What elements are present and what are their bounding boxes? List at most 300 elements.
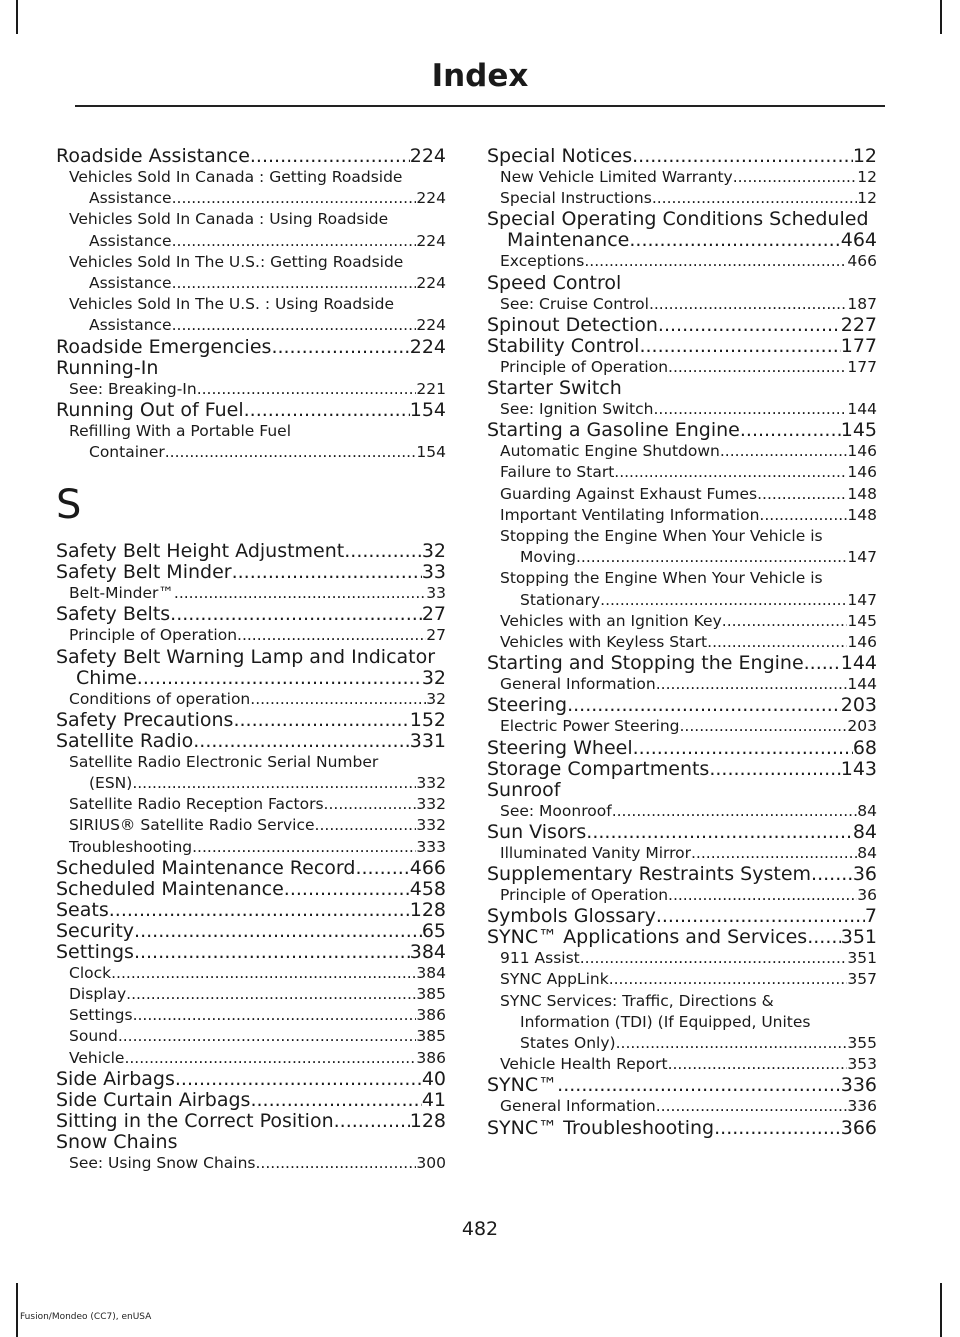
- index-entry: [56, 647, 446, 689]
- entry-label: Roadside Assistance: [56, 145, 250, 167]
- page-reference: 152: [409, 708, 446, 731]
- dot-leader: [633, 738, 853, 759]
- entry-label-continued: Stationary: [520, 590, 601, 609]
- entry-label-continued: Assistance: [89, 316, 172, 335]
- index-entry: [56, 1132, 446, 1153]
- entry-label: Satellite Radio Electronic Serial Number: [69, 752, 379, 771]
- index-entry: [56, 858, 446, 879]
- entry-label: Running-In: [56, 356, 159, 379]
- page-reference: 385: [416, 1027, 446, 1046]
- index-entry: [487, 378, 877, 399]
- index-subentry: [56, 1026, 446, 1047]
- page-reference: 224: [409, 335, 446, 358]
- dot-leader: [612, 801, 858, 822]
- page-reference: 128: [409, 898, 446, 921]
- entry-label: Snow Chains: [56, 1130, 178, 1153]
- dot-leader: [124, 1048, 416, 1069]
- dot-leader: [355, 858, 409, 879]
- entry-label: Roadside Emergencies: [56, 335, 272, 358]
- entry-label: Principle of Operation: [500, 886, 669, 905]
- entry-label: Speed Control: [487, 271, 622, 294]
- entry-label-continued: Assistance: [89, 274, 172, 293]
- entry-label: Special Instructions: [500, 189, 652, 208]
- index-subentry: [487, 843, 877, 864]
- index-entry: [487, 927, 877, 948]
- index-entry: [487, 146, 877, 167]
- page-reference: 146: [847, 442, 877, 461]
- index-subentry: [487, 251, 877, 272]
- dot-leader: [134, 942, 410, 963]
- entry-label: SIRIUS® Satellite Radio Service: [69, 816, 315, 835]
- entry-label: Clock: [69, 963, 112, 982]
- entry-label: Conditions of operation: [69, 689, 251, 708]
- dot-leader: [175, 1069, 422, 1090]
- page-reference: 384: [409, 940, 446, 963]
- dot-leader: [576, 547, 847, 568]
- entry-label: Vehicles with an Ignition Key: [500, 611, 722, 630]
- dot-leader: [720, 441, 848, 462]
- page-reference: 12: [852, 145, 877, 167]
- index-subentry: [487, 674, 877, 695]
- dot-leader: [250, 146, 410, 167]
- page-reference: 144: [847, 400, 877, 419]
- page-reference: 147: [847, 548, 877, 567]
- index-entry: [487, 273, 877, 294]
- entry-label: Supplementary Restraints System: [487, 863, 812, 886]
- dot-leader: [109, 900, 410, 921]
- index-entry: [56, 1090, 446, 1111]
- dot-leader: [255, 1153, 416, 1174]
- entry-label: Special Operating Conditions Scheduled: [487, 208, 869, 231]
- index-subentry: [487, 441, 877, 462]
- page-reference: 357: [847, 970, 877, 989]
- index-entry: [56, 541, 446, 562]
- dot-leader: [193, 731, 409, 752]
- entry-label: Side Airbags: [56, 1067, 175, 1090]
- index-entry: [56, 710, 446, 731]
- page-reference: 36: [852, 863, 877, 886]
- dot-leader: [170, 604, 422, 625]
- entry-label: SYNC™ Troubleshooting: [487, 1116, 715, 1139]
- page-reference: 336: [840, 1074, 877, 1097]
- page-reference: 147: [847, 590, 877, 609]
- page-reference: 32: [421, 666, 446, 689]
- entry-label: Sun Visors: [487, 820, 587, 843]
- index-subentry: [487, 505, 877, 526]
- entry-label: Side Curtain Airbags: [56, 1088, 251, 1111]
- dot-leader: [172, 273, 417, 294]
- dot-leader: [334, 1111, 410, 1132]
- dot-leader: [118, 1026, 417, 1047]
- index-subentry: [56, 294, 446, 336]
- page-reference: 203: [840, 694, 877, 717]
- entry-label: Sound: [69, 1027, 118, 1046]
- dot-leader: [709, 759, 840, 780]
- dot-leader: [172, 188, 417, 209]
- index-subentry: [487, 969, 877, 990]
- entry-label: Stopping the Engine When Your Vehicle is: [500, 527, 823, 546]
- index-entry: [487, 1075, 877, 1096]
- page-reference: 145: [847, 611, 877, 630]
- entry-label: Guarding Against Exhaust Fumes: [500, 484, 758, 503]
- page-reference: 27: [421, 603, 446, 626]
- page-reference: 385: [416, 985, 446, 1004]
- entry-label: General Information: [500, 675, 656, 694]
- dot-leader: [656, 906, 865, 927]
- entry-label: See: Ignition Switch: [500, 400, 654, 419]
- index-subentry: [487, 885, 877, 906]
- page-reference: 464: [840, 229, 877, 252]
- crop-mark: [940, 1283, 942, 1337]
- index-subentry: [56, 583, 446, 604]
- page-reference: 300: [416, 1153, 446, 1172]
- index-entry: [56, 731, 446, 752]
- page-number: 482: [461, 1218, 499, 1240]
- index-entry: [56, 562, 446, 583]
- dot-leader: [614, 462, 847, 483]
- dot-leader: [691, 843, 857, 864]
- entry-label: Settings: [56, 940, 134, 963]
- entry-label: Settings: [69, 1006, 133, 1025]
- entry-label: SYNC™: [487, 1074, 558, 1097]
- index-entry: [56, 879, 446, 900]
- dot-leader: [632, 146, 853, 167]
- page-reference: 224: [416, 189, 446, 208]
- entry-label: Spinout Detection: [487, 313, 658, 336]
- index-entry: [487, 209, 877, 251]
- dot-leader: [315, 815, 417, 836]
- dot-leader: [668, 357, 847, 378]
- entry-label-continued: Assistance: [89, 231, 172, 250]
- entry-label: Special Notices: [487, 145, 633, 167]
- crop-mark: [940, 0, 942, 34]
- index-entry: [56, 900, 446, 921]
- dot-leader: [714, 1118, 841, 1139]
- dot-leader: [174, 583, 426, 604]
- entry-label: Troubleshooting: [69, 837, 193, 856]
- dot-leader: [629, 230, 840, 251]
- index-subentry: [56, 421, 446, 463]
- index-subentry: [487, 526, 877, 568]
- page-reference: 84: [857, 843, 877, 862]
- page-reference: 332: [416, 774, 446, 793]
- page-reference: 7: [864, 905, 877, 928]
- index-subentry: [487, 399, 877, 420]
- index-entry: [487, 822, 877, 843]
- dot-leader: [137, 668, 422, 689]
- index-entry: [56, 604, 446, 625]
- dot-leader: [586, 822, 853, 843]
- page-reference: 154: [409, 398, 446, 421]
- dot-leader: [609, 969, 848, 990]
- index-entry: [487, 1118, 877, 1139]
- page-reference: 466: [409, 856, 446, 879]
- page-reference: 353: [847, 1055, 877, 1074]
- dot-leader: [658, 315, 841, 336]
- page-reference: 33: [421, 561, 446, 584]
- page-title: Index: [431, 58, 529, 94]
- page-reference: 32: [421, 540, 446, 563]
- dot-leader: [811, 864, 853, 885]
- page-reference: 32: [426, 689, 446, 708]
- page-reference: 65: [421, 919, 446, 942]
- dot-leader: [616, 1033, 848, 1054]
- page-reference: 351: [847, 949, 877, 968]
- entry-label: Vehicles with Keyless Start: [500, 633, 708, 652]
- page-reference: 145: [840, 419, 877, 442]
- entry-label: Important Ventilating Information: [500, 505, 760, 524]
- entry-label: SYNC™ Applications and Services: [487, 926, 808, 949]
- page-reference: 386: [416, 1006, 446, 1025]
- index-entry: [56, 942, 446, 963]
- index-entry: [487, 315, 877, 336]
- index-entry: [56, 921, 446, 942]
- index-entry: [487, 738, 877, 759]
- dot-leader: [271, 337, 409, 358]
- entry-label-continued: (ESN): [89, 774, 133, 793]
- index-subentry: [56, 625, 446, 646]
- dot-leader: [656, 1096, 848, 1117]
- entry-label: Illuminated Vanity Mirror: [500, 843, 691, 862]
- dot-leader: [649, 294, 847, 315]
- page-reference: 177: [840, 334, 877, 357]
- entry-label-continued: Maintenance: [507, 229, 630, 252]
- page-reference: 187: [847, 294, 877, 313]
- page-reference: 384: [416, 963, 446, 982]
- dot-leader: [759, 505, 847, 526]
- dot-leader: [165, 442, 417, 463]
- page-reference: 36: [857, 886, 877, 905]
- entry-label: New Vehicle Limited Warranty: [500, 168, 733, 186]
- entry-label: Safety Belt Warning Lamp and Indicator: [56, 645, 436, 668]
- entry-label: Scheduled Maintenance Record: [56, 856, 356, 879]
- entry-label: Satellite Radio Reception Factors: [69, 795, 324, 814]
- index-entry: [487, 695, 877, 716]
- dot-leader: [804, 653, 841, 674]
- entry-label: Electric Power Steering: [500, 717, 680, 736]
- index-subentry: [487, 484, 877, 505]
- page-reference: 458: [409, 877, 446, 900]
- dot-leader: [237, 625, 426, 646]
- dot-leader: [707, 632, 847, 653]
- index-subentry: [56, 1005, 446, 1026]
- entry-label: Symbols Glossary: [487, 905, 656, 928]
- index-column-left: [56, 146, 446, 1174]
- index-subentry: [487, 611, 877, 632]
- entry-label: Automatic Engine Shutdown: [500, 442, 720, 461]
- index-subentry: [56, 984, 446, 1005]
- entry-label: Sunroof: [487, 778, 561, 801]
- dot-leader: [757, 484, 847, 505]
- dot-leader: [733, 167, 858, 188]
- entry-label: SYNC Services: Traffic, Directions &: [500, 991, 774, 1010]
- page-reference: 224: [416, 231, 446, 250]
- page-reference: 27: [426, 626, 446, 645]
- entry-label: Seats: [56, 898, 109, 921]
- dot-leader: [722, 611, 848, 632]
- page-reference: 224: [416, 274, 446, 293]
- index-subentry: [56, 1153, 446, 1174]
- dot-leader: [653, 399, 847, 420]
- index-subentry: [56, 837, 446, 858]
- page-reference: 203: [847, 717, 877, 736]
- page-reference: 144: [840, 652, 877, 675]
- dot-leader: [600, 590, 847, 611]
- entry-label: 911 Assist: [500, 949, 580, 968]
- dot-leader: [133, 1005, 417, 1026]
- index-entry: [56, 400, 446, 421]
- page-reference: 336: [847, 1097, 877, 1116]
- index-subentry: [487, 188, 877, 209]
- index-subentry: [56, 252, 446, 294]
- page-reference: 148: [847, 505, 877, 524]
- dot-leader: [557, 1075, 841, 1096]
- entry-label: Safety Belt Height Adjustment: [56, 540, 345, 563]
- crop-mark: [16, 0, 18, 34]
- index-subentry: [56, 209, 446, 251]
- entry-label-continued: Assistance: [89, 189, 172, 208]
- entry-label: See: Moonroof: [500, 801, 612, 820]
- page-reference: 333: [416, 837, 446, 856]
- entry-label: Satellite Radio: [56, 729, 194, 752]
- index-entry: [56, 146, 446, 167]
- index-subentry: [487, 716, 877, 737]
- entry-label: Display: [69, 985, 127, 1004]
- page-reference: 84: [857, 801, 877, 820]
- header-rule: [75, 105, 885, 107]
- dot-leader: [679, 716, 847, 737]
- dot-leader: [132, 773, 416, 794]
- dot-leader: [126, 984, 416, 1005]
- entry-label-continued: Container: [89, 443, 165, 462]
- entry-label: See: Cruise Control: [500, 294, 649, 313]
- page-reference: 143: [840, 757, 877, 780]
- page-reference: 68: [852, 736, 877, 759]
- index-subentry: [487, 801, 877, 822]
- entry-label: Starting a Gasoline Engine: [487, 419, 740, 442]
- entry-label: Vehicle: [69, 1048, 125, 1067]
- entry-label: Security: [56, 919, 135, 942]
- entry-label: Starter Switch: [487, 377, 622, 400]
- index-entry: [487, 906, 877, 927]
- entry-label-continued: States Only): [520, 1034, 616, 1053]
- page-reference: 351: [840, 926, 877, 949]
- index-subentry: [56, 167, 446, 209]
- index-subentry: [487, 1054, 877, 1075]
- index-subentry: [487, 167, 877, 188]
- entry-label: Steering: [487, 694, 568, 717]
- index-subentry: [56, 379, 446, 400]
- entry-label: Vehicles Sold In Canada : Getting Roadside: [69, 168, 403, 186]
- dot-leader: [740, 420, 841, 441]
- entry-label: Steering Wheel: [487, 736, 633, 759]
- dot-leader: [567, 695, 841, 716]
- crop-mark: [16, 1283, 18, 1337]
- page-reference: 146: [847, 633, 877, 652]
- dot-leader: [250, 689, 426, 710]
- dot-leader: [232, 562, 422, 583]
- page-reference: 84: [852, 820, 877, 843]
- dot-leader: [344, 541, 422, 562]
- section-letter: S: [56, 482, 82, 529]
- entry-label: SYNC AppLink: [500, 970, 609, 989]
- dot-leader: [580, 948, 848, 969]
- entry-label: Belt-Minder™: [69, 584, 174, 603]
- index-subentry: [487, 462, 877, 483]
- entry-label: Safety Belts: [56, 603, 171, 626]
- dot-leader: [284, 879, 410, 900]
- index-entry: [487, 336, 877, 357]
- entry-label: Exceptions: [500, 252, 585, 271]
- page-reference: 146: [847, 463, 877, 482]
- page-reference: 355: [847, 1034, 877, 1053]
- index-entry: [487, 759, 877, 780]
- index-subentry: [487, 294, 877, 315]
- entry-label: Stopping the Engine When Your Vehicle is: [500, 569, 823, 588]
- page-reference: 154: [416, 443, 446, 462]
- page-reference: 224: [409, 145, 446, 167]
- entry-label-continued: Moving: [520, 548, 576, 567]
- page-reference: 332: [416, 816, 446, 835]
- index-subentry: [487, 632, 877, 653]
- entry-label: Safety Precautions: [56, 708, 234, 731]
- entry-label: Running Out of Fuel: [56, 398, 244, 421]
- index-subentry: [487, 991, 877, 1055]
- index-column-right: [487, 146, 877, 1139]
- entry-label: Principle of Operation: [69, 626, 238, 645]
- entry-label: Vehicles Sold In Canada : Using Roadside: [69, 210, 389, 229]
- entry-label-continued: Chime: [76, 666, 137, 689]
- dot-leader: [197, 379, 417, 400]
- index-entry: [56, 337, 446, 358]
- dot-leader: [111, 963, 416, 984]
- page-reference: 33: [426, 584, 446, 603]
- page-reference: 331: [409, 729, 446, 752]
- dot-leader: [324, 794, 417, 815]
- page-reference: 332: [416, 795, 446, 814]
- page-reference: 224: [416, 316, 446, 335]
- entry-label: See: Using Snow Chains: [69, 1153, 256, 1172]
- index-entry: [487, 864, 877, 885]
- index-subentry: [56, 1048, 446, 1069]
- index-subentry: [56, 752, 446, 794]
- entry-label-continued: Information (TDI) (If Equipped, Unites: [520, 1012, 811, 1031]
- entry-label: Sitting in the Correct Position: [56, 1109, 334, 1132]
- page-reference: 12: [857, 189, 877, 208]
- page-reference: 466: [847, 252, 877, 271]
- dot-leader: [639, 336, 840, 357]
- dot-leader: [172, 231, 417, 252]
- entry-label: General Information: [500, 1097, 656, 1116]
- dot-leader: [584, 251, 847, 272]
- index-entry: [56, 1111, 446, 1132]
- page-reference: 366: [840, 1116, 877, 1139]
- page-reference: 144: [847, 675, 877, 694]
- page-reference: 386: [416, 1048, 446, 1067]
- dot-leader: [192, 837, 416, 858]
- entry-label: Stability Control: [487, 334, 640, 357]
- dot-leader: [652, 188, 857, 209]
- index-subentry: [487, 1096, 877, 1117]
- page-reference: 40: [421, 1067, 446, 1090]
- index-entry: [56, 358, 446, 379]
- index-entry: [487, 780, 877, 801]
- page-reference: 221: [416, 379, 446, 398]
- dot-leader: [668, 885, 857, 906]
- page-reference: 148: [847, 484, 877, 503]
- page-reference: 227: [840, 313, 877, 336]
- dot-leader: [656, 674, 848, 695]
